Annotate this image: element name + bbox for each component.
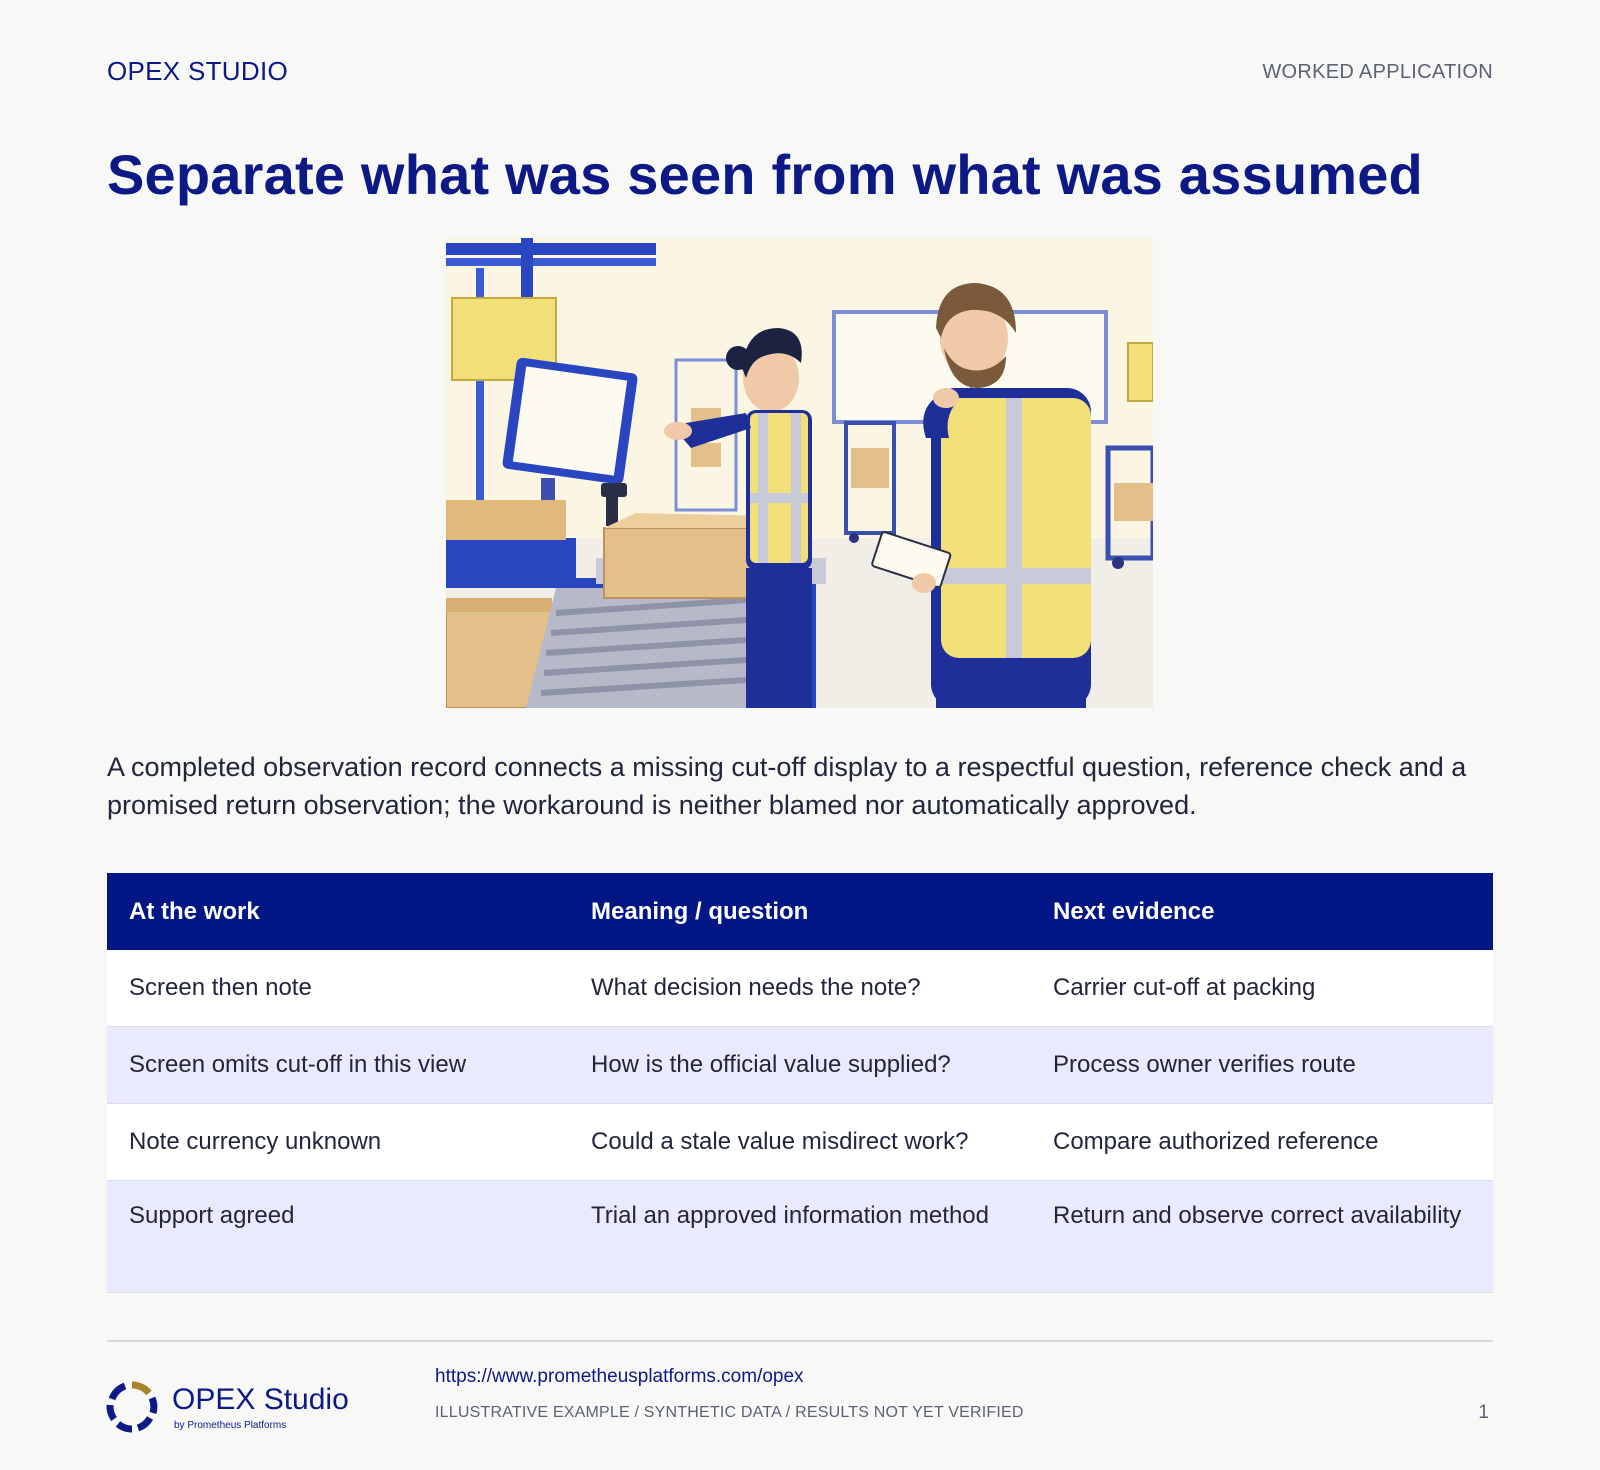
header-brand: OPEX STUDIO — [107, 56, 288, 86]
hero-illustration — [446, 238, 1153, 708]
footer-divider — [107, 1340, 1493, 1342]
footer-disclaimer: ILLUSTRATIVE EXAMPLE / SYNTHETIC DATA / RESULTS NOT YET VERIFIED — [435, 1404, 1024, 1421]
footer-logo-subtitle: by Prometheus Platforms — [174, 1420, 287, 1431]
table-cell: Process owner verifies route — [1053, 1051, 1356, 1078]
table-cell: Note currency unknown — [129, 1128, 382, 1155]
page-number: 1 — [1478, 1402, 1489, 1423]
header-tag: WORKED APPLICATION — [1262, 61, 1493, 83]
table-cell: Support agreed — [129, 1202, 295, 1229]
column-header-next-evidence: Next evidence — [1053, 897, 1215, 925]
table-cell: What decision needs the note? — [591, 974, 921, 1001]
table-cell: Trial an approved information method — [591, 1202, 989, 1229]
observation-table — [107, 873, 1493, 1293]
table-cell: Screen omits cut-off in this view — [129, 1051, 467, 1078]
table-row — [107, 1181, 1493, 1293]
table-cell: Carrier cut-off at packing — [1053, 974, 1316, 1001]
table-cell: Return and observe correct availability — [1053, 1202, 1462, 1229]
table-cell: Compare authorized reference — [1053, 1128, 1379, 1155]
table-row — [107, 1027, 1493, 1104]
table-row — [107, 1104, 1493, 1181]
table-header-row — [107, 873, 1493, 950]
table-cell: Could a stale value misdirect work? — [591, 1128, 969, 1155]
footer-url-link[interactable]: https://www.prometheusplatforms.com/opex — [435, 1366, 804, 1387]
lead-paragraph: A completed observation record connects a missing cut-off display to a respectful question, reference check and a promised return observation; the workaround is neither blamed nor automatically approved. — [107, 752, 1467, 820]
table-cell: How is the official value supplied? — [591, 1051, 951, 1078]
column-header-meaning-question: Meaning / question — [591, 897, 809, 925]
page-title: Separate what was seen from what was assumed — [107, 143, 1423, 206]
column-header-at-the-work: At the work — [129, 897, 260, 925]
footer-logo-name: OPEX Studio — [172, 1383, 349, 1416]
table-row — [107, 950, 1493, 1027]
opex-logo-icon — [105, 1380, 159, 1434]
table-cell: Screen then note — [129, 974, 312, 1001]
